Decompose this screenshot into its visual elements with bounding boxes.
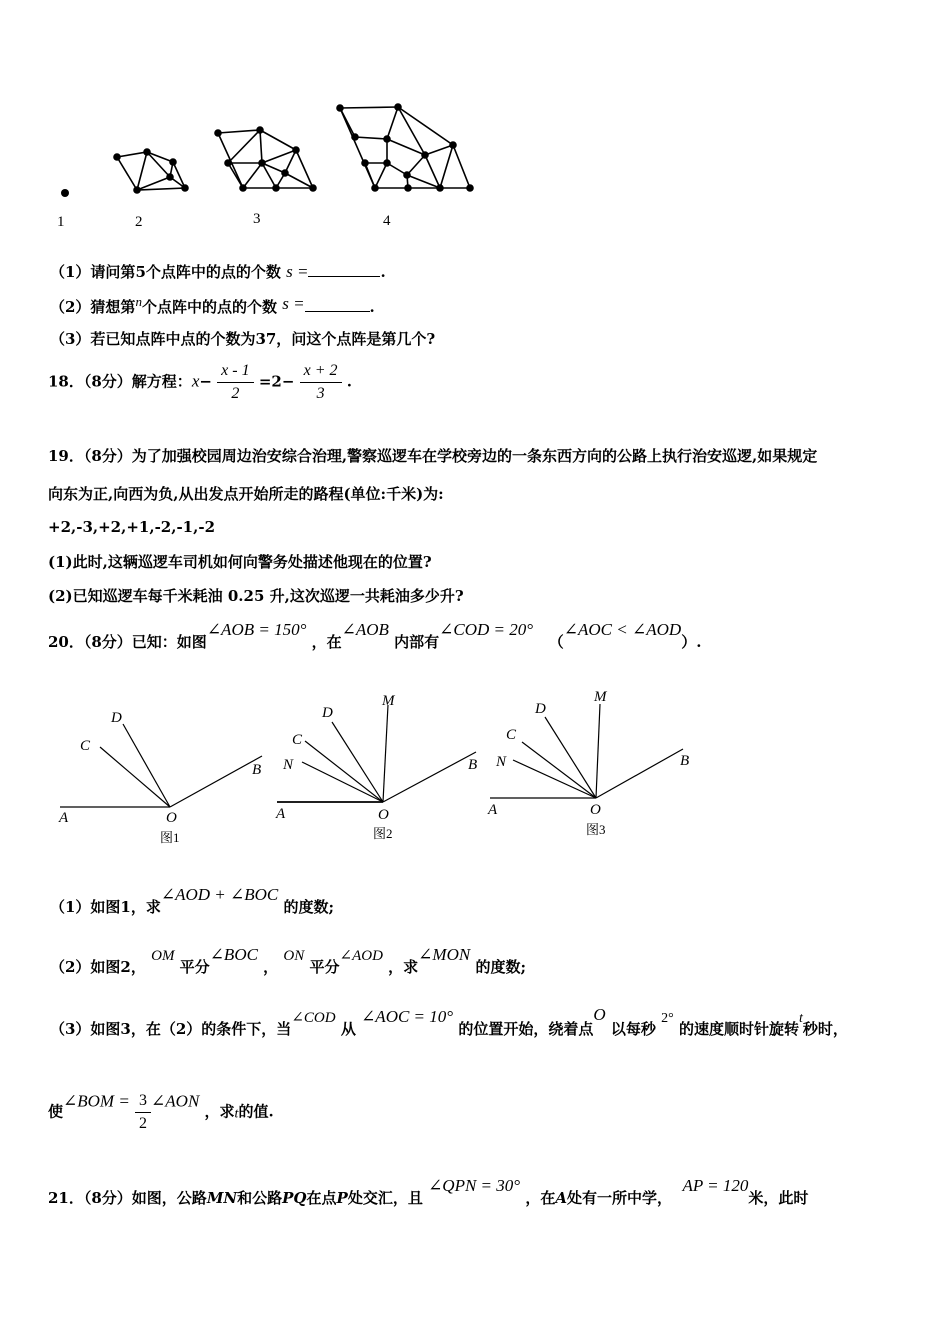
dot-label-4: 4 [383, 213, 391, 229]
fig3-label-D: D [535, 701, 546, 717]
fig3-caption: 图3 [586, 822, 606, 837]
fig1-caption: 图1 [160, 830, 180, 845]
q19-line1: 19．（8分）为了加强校园周边治安综合治理,警察巡逻车在学校旁边的一条东西方向的公路上执行治安巡逻,如果规定 [48, 447, 818, 465]
fig1-label-D: D [111, 710, 122, 726]
fig3-label-O: O [590, 802, 601, 818]
q20-header: 20．（8分）已知：如图∠AOB = 150° ，在∠AOB 内部有∠COD = 20° （∠AOC < ∠AOD）. [48, 620, 702, 651]
q20-part3-line2: 使∠BOM = $\frac{3}{2}$ ∠AON ，求t的值. [48, 1090, 274, 1135]
fig2-label-B: B [468, 757, 478, 773]
fig2-label-M: M [382, 693, 395, 709]
fraction: $\frac{x - 1}{2}$ [217, 360, 253, 405]
q19-part1: (1)此时,这辆巡逻车司机如何向警务处描述他现在的位置? [48, 553, 432, 571]
fig3-label-C: C [506, 727, 517, 743]
fig1-label-O: O [166, 810, 177, 826]
q21: 21．（8分）如图，公路MN和公路PQ在点P处交汇，且 ∠QPN = 30° ，在A处有一所中学， AP = 120米，此时 [48, 1176, 809, 1207]
fig2-label-N: N [283, 757, 294, 773]
fig3-label-N: N [496, 754, 507, 770]
fig2-label-O: O [378, 807, 389, 823]
fraction: $\frac{x + 2}{3}$ [300, 360, 342, 405]
fig1-label-C: C [80, 738, 91, 754]
fig2-label-C: C [292, 732, 303, 748]
q20-part1: （1）如图1，求∠AOD + ∠BOC 的度数; [50, 885, 335, 916]
q19-data: +2,-3,+2,+1,-2,-1,-2 [48, 518, 215, 536]
q17-part1: （1）请问第5个点阵中的点的个数 s = . [50, 262, 386, 281]
dot-label-1: 1 [57, 214, 65, 230]
q19-line2: 向东为正,向西为负,从出发点开始所走的路程(单位:千米)为: [48, 485, 444, 503]
answer-blank[interactable] [305, 297, 370, 312]
q20-figures [40, 680, 720, 850]
q17-part2: （2）猜想第$^n$个点阵中的点的个数 s = . [50, 294, 375, 316]
fig2-label-A: A [276, 806, 286, 822]
fig3-label-B: B [680, 753, 690, 769]
fig2-caption: 图2 [373, 826, 393, 841]
q20-part3-line1: （3）如图3，在（2）的条件下，当∠COD 从 ∠AOC = 10° 的位置开始，绕着点O 以每秒 2° 的速度顺时针旋转t秒时， [50, 1005, 848, 1038]
dot-label-2: 2 [135, 214, 143, 230]
answer-blank[interactable] [308, 262, 380, 277]
dot-label-3: 3 [253, 211, 261, 227]
fig3-label-A: A [488, 802, 498, 818]
fig2-label-D: D [322, 705, 333, 721]
q19-part2: (2)已知巡逻车每千米耗油 0.25 升,这次巡逻一共耗油多少升? [48, 587, 464, 605]
fig1-label-A: A [59, 810, 69, 826]
q18: 18．（8分）解方程：x− $\frac{x - 1}{2}$ =2− $\frac{x + 2}{3}$ . [48, 360, 352, 405]
fraction: $\frac{3}{2}$ [135, 1090, 151, 1135]
fig1-label-B: B [252, 762, 262, 778]
fig3-label-M: M [594, 689, 607, 705]
dot-pattern-figure [50, 95, 490, 235]
q20-part2: （2）如图2， OM 平分∠BOC ， ON 平分∠AOD ，求∠MON 的度数; [50, 945, 526, 976]
q17-part3: （3）若已知点阵中点的个数为37，问这个点阵是第几个? [50, 330, 436, 348]
